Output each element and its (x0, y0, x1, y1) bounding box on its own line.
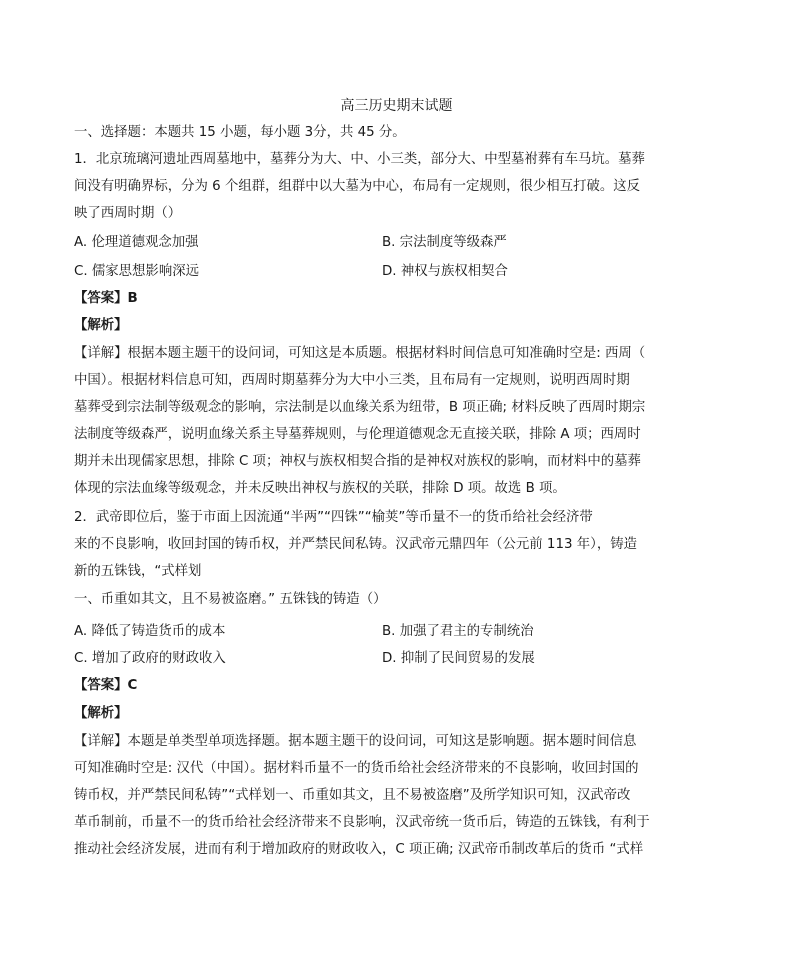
section-header: 一、选择题：本题共 15 小题，每小题 3分，共 45 分。 (74, 125, 406, 140)
q1-stem-line-2: 间没有明确界标，分为 6 个组群，组群中以大墓为中心，布局有一定规则，很少相互打破。这反 (74, 179, 641, 194)
q1-detail-line-3: 墓葬受到宗法制等级观念的影响，宗法制是以血缘关系为纽带，B 项正确; 材料反映了西周时期宗 (74, 400, 646, 415)
q1-option-d: D. 神权与族权相契合 (382, 264, 508, 279)
q1-option-a: A. 伦理道德观念加强 (74, 235, 199, 250)
q1-detail-line-1: 【详解】根据本题主题干的设问词，可知这是本质题。根据材料时间信息可知准确时空是: 西周（ (74, 346, 646, 361)
q1-option-b: B. 宗法制度等级森严 (382, 235, 507, 250)
q1-detail-line-6: 体现的宗法血缘等级观念，并未反映出神权与族权的关联，排除 D 项。故选 B 项。 (74, 481, 566, 496)
q2-stem-line-4: 一、币重如其文，且不易被盗磨。” 五铢钱的铸造（） (74, 592, 387, 607)
q1-detail-line-4: 法制度等级森严，说明血缘关系主导墓葬规则，与伦理道德观念无直接关联，排除 A 项；西周时 (74, 427, 641, 442)
q1-option-c: C. 儒家思想影响深远 (74, 264, 199, 279)
page-title: 高三历史期末试题 (340, 98, 453, 114)
q2-detail-line-4: 革币制前，币量不一的货币给社会经济带来不良影响，汉武帝统一货币后，铸造的五铢钱，有利于 (74, 815, 650, 830)
q2-option-a: A. 降低了铸造货币的成本 (74, 624, 226, 639)
q2-detail-line-5: 推动社会经济发展，进而有利于增加政府的财政收入，C 项正确; 汉武帝币制改革后的货币 “式样 (74, 842, 644, 857)
q2-detail-line-2: 可知准确时空是: 汉代（中国）。据材料币量不一的货币给社会经济带来的不良影响，收回封国的 (74, 761, 639, 776)
q2-stem-line-3: 新的五铢钱，“式样划 (74, 564, 202, 579)
q2-option-b: B. 加强了君主的专制统治 (382, 624, 534, 639)
q2-option-c: C. 增加了政府的财政收入 (74, 651, 226, 666)
q2-stem-line-1: 2．武帝即位后，鉴于市面上因流通“半两”“四铢”“榆荚”等币量不一的货币给社会经济带 (74, 510, 593, 525)
q2-analysis-label: 【解析】 (74, 706, 128, 721)
q2-detail-line-3: 铸币权，并严禁民间私铸”“式样划一、币重如其文，且不易被盗磨”及所学知识可知，汉武帝改 (74, 788, 631, 803)
q1-analysis-label: 【解析】 (74, 318, 128, 333)
q1-stem-line-1: 1．北京琉璃河遗址西周墓地中，墓葬分为大、中、小三类，部分大、中型墓祔葬有车马坑。墓葬 (74, 152, 645, 167)
q2-stem-line-2: 来的不良影响，收回封国的铸币权，并严禁民间私铸。汉武帝元鼎四年（公元前 113 年），铸造 (74, 537, 637, 552)
q1-detail-line-2: 中国）。根据材料信息可知，西周时期墓葬分为大中小三类，且布局有一定规则，说明西周时期 (74, 373, 630, 388)
q2-option-d: D. 抑制了民间贸易的发展 (382, 651, 535, 666)
q1-stem-line-3: 映了西周时期（） (74, 206, 182, 221)
q2-answer: 【答案】C (74, 678, 138, 693)
q1-detail-line-5: 期并未出现儒家思想，排除 C 项；神权与族权相契合指的是神权对族权的影响，而材料中的墓葬 (74, 454, 641, 469)
q1-answer: 【答案】B (74, 291, 138, 306)
q2-detail-line-1: 【详解】本题是单类型单项选择题。据本题主题干的设问词，可知这是影响题。据本题时间信息 (74, 734, 637, 749)
